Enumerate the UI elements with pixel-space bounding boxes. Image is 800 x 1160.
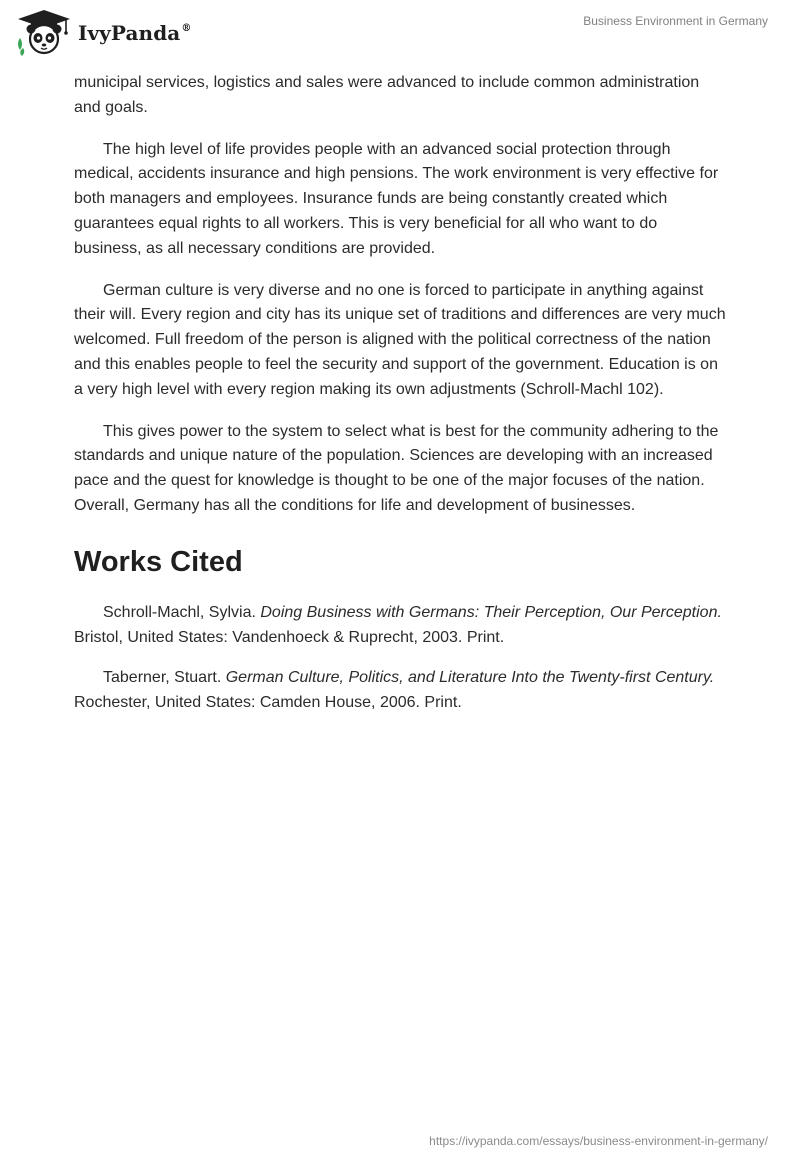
page-header [0, 0, 800, 64]
paragraph-social-protection: The high level of life provides people with an advanced social protection through medical, accidents insurance and high pensions. The work environment is very effective for both managers and employees. Insurance funds are being constantly created which guarantees equal rights to all workers. This is very beneficial for all who want to do business, as all necessary conditions are provided. [74, 140, 719, 257]
citation-title: German Culture, Politics, and Literature Into the Twenty-first Century. [225, 669, 715, 687]
citation-entry [74, 601, 728, 651]
logo-wordmark: IvyPanda® [78, 21, 192, 45]
source-url-link[interactable]: https://ivypanda.com/essays/business-environment-in-germany/ [429, 1134, 768, 1148]
ivypanda-logo[interactable] [14, 8, 191, 56]
panda-graduate-icon [14, 8, 74, 56]
citation-entry [74, 666, 728, 716]
paragraph-conclusion: This gives power to the system to select what is best for the community adhering to the standards and unique nature of the population. Sciences are developing with an increased pace and the quest for knowledge is thought to be one of the major focuses of the nation. Overall, Germany has all the conditions for life and development of businesses. [74, 422, 719, 514]
paragraph-continuation: municipal services, logistics and sales were advanced to include common administration and goals. [74, 74, 700, 116]
works-cited-heading: Works Cited [74, 545, 243, 578]
citation-title: Doing Business with Germans: Their Perception, Our Perception. [260, 603, 722, 621]
registered-mark: ® [181, 23, 192, 34]
citation-author: Schroll-Machl, Sylvia. [103, 603, 261, 621]
citation-publication: Rochester, United States: Camden House, 2006. Print. [74, 694, 462, 712]
essay-content [74, 71, 728, 732]
paragraph-german-culture: German culture is very diverse and no one is forced to participate in anything against their will. Every region and city has its unique set of traditions and differences are very much welcomed. Full freedom of the person is aligned with the political correctness of the nation and this enables people to feel the security and support of the government. Education is on a very high level with every region making its own adjustments (Schroll-Machl 102). [74, 281, 726, 398]
citation-author: Taberner, Stuart. [103, 669, 226, 687]
running-title: Business Environment in Germany [583, 14, 768, 28]
citation-publication: Bristol, United States: Vandenhoeck & Ruprecht, 2003. Print. [74, 628, 505, 646]
